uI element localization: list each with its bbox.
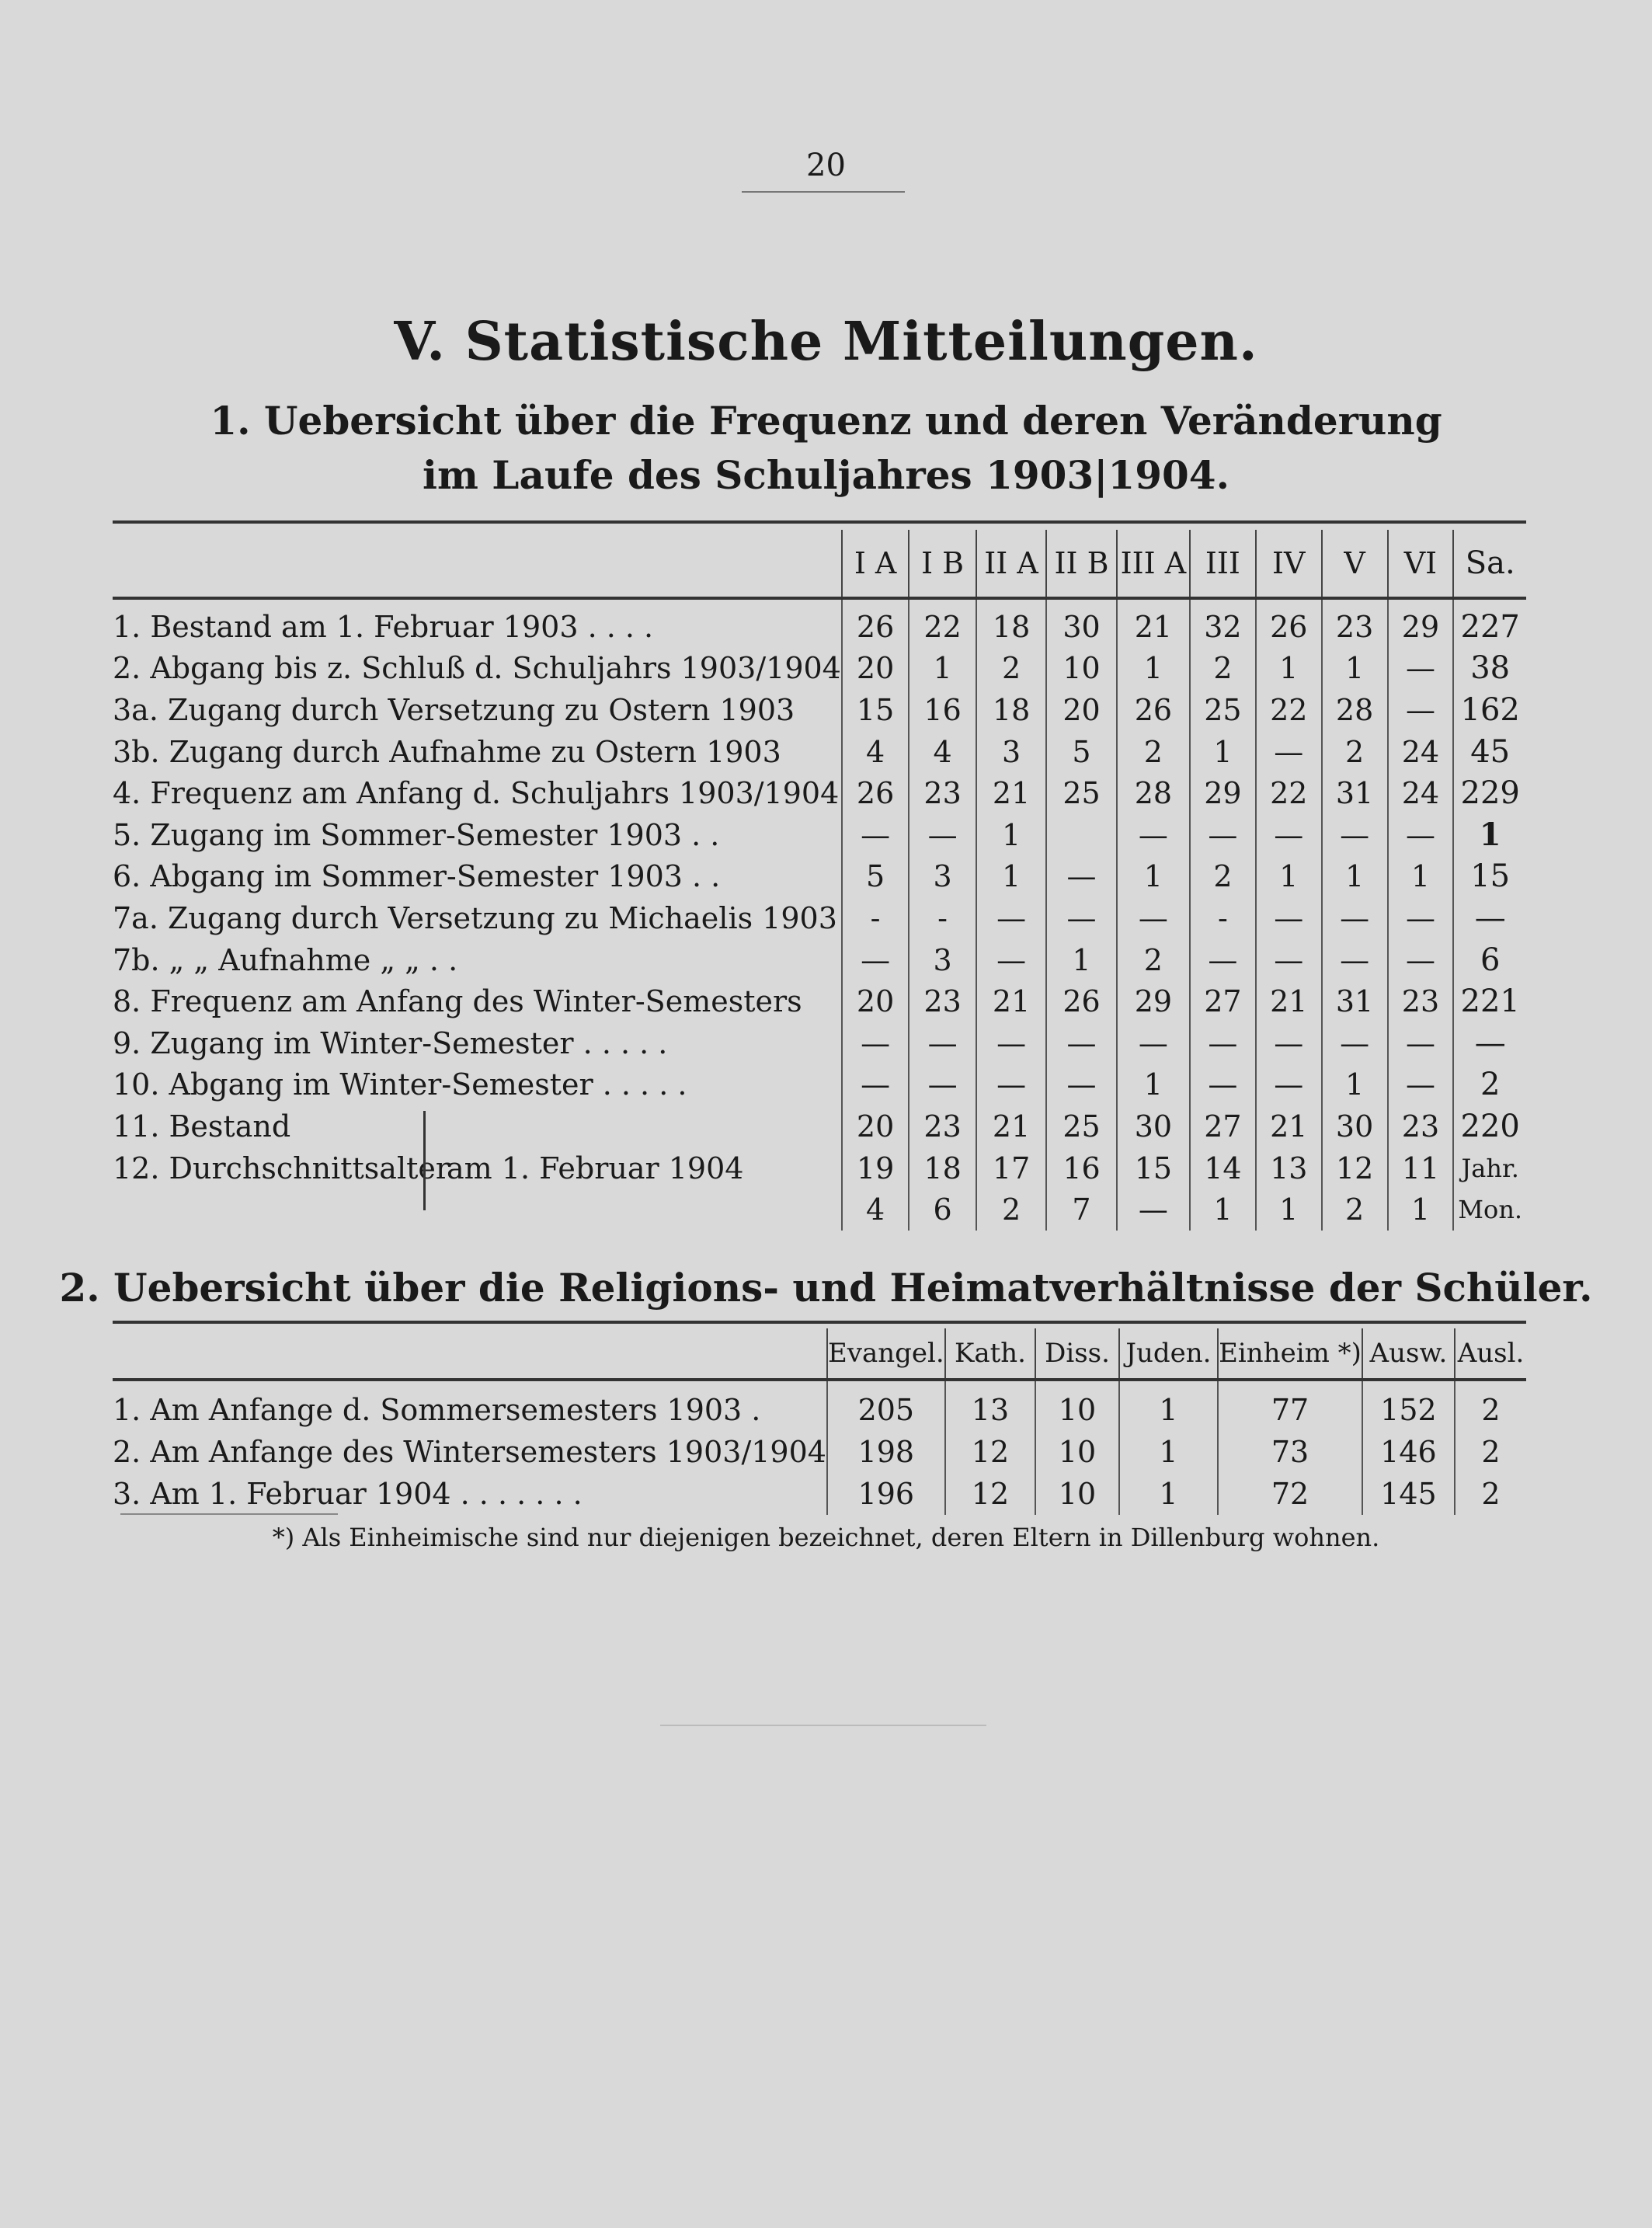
row-label: 6. Abgang im Sommer-Semester 1903 . .	[113, 859, 721, 894]
table-cell: 1	[1119, 1380, 1218, 1431]
table-cell: 10	[1035, 1380, 1119, 1431]
table-row	[113, 1105, 1526, 1147]
table-cell: 2	[1117, 939, 1190, 981]
table-cell: 28	[1322, 689, 1388, 731]
table-cell: —	[1256, 939, 1322, 981]
table-cell: 20	[1046, 689, 1116, 731]
table-cell: 73	[1218, 1431, 1362, 1473]
table-cell: 2	[1322, 1189, 1388, 1231]
row-label: 1. Bestand am 1. Februar 1903 . . . .	[113, 609, 654, 644]
table-cell: —	[1117, 814, 1190, 856]
table-cell: -	[1190, 897, 1256, 939]
row-label: 3b. Zugang durch Aufnahme zu Ostern 1903	[113, 734, 781, 769]
table-row	[113, 1147, 1526, 1189]
table-cell: 1	[1256, 856, 1322, 898]
table-cell: 12	[945, 1431, 1035, 1473]
table-cell: 5	[842, 856, 909, 898]
table-cell: 5	[1046, 731, 1116, 773]
header-cell-total: Sa.	[1453, 530, 1526, 598]
table-cell: 4	[842, 1189, 909, 1231]
table-cell: 6	[1453, 939, 1526, 981]
table-cell: —	[1190, 814, 1256, 856]
table-cell: 1	[976, 856, 1046, 898]
table-cell: 30	[1322, 1105, 1388, 1147]
table-cell: 2	[1455, 1431, 1526, 1473]
table-cell: 7	[1046, 1189, 1116, 1231]
table-cell: —	[1046, 856, 1116, 898]
table-cell: —	[1190, 1064, 1256, 1106]
header-cell: Kath.	[945, 1328, 1035, 1380]
table-cell: —	[1046, 897, 1116, 939]
table-cell: 220	[1453, 1105, 1526, 1147]
table-cell: —	[1190, 1022, 1256, 1064]
table-row	[113, 1380, 1526, 1431]
table-cell: —	[1046, 1064, 1116, 1106]
table-cell: 2	[1455, 1380, 1526, 1431]
table-cell: —	[1256, 1022, 1322, 1064]
table-cell: —	[1117, 1189, 1190, 1231]
table-cell: —	[1322, 814, 1388, 856]
table-row	[113, 856, 1526, 898]
table-cell: —	[1256, 1064, 1322, 1106]
table-row	[113, 598, 1526, 648]
table-cell: 21	[976, 1105, 1046, 1147]
table-header-row	[113, 530, 1526, 598]
table-cell: 14	[1190, 1147, 1256, 1189]
table-cell: 21	[1117, 598, 1190, 648]
table-cell: 23	[909, 1105, 976, 1147]
table-cell: 27	[1190, 980, 1256, 1022]
row-label: 2. Am Anfange des Wintersemesters 1903/1904	[113, 1435, 826, 1469]
table-cell: 23	[909, 772, 976, 814]
table-cell: —	[842, 1022, 909, 1064]
table-cell: 29	[1388, 598, 1454, 648]
header-cell: Einheim *)	[1218, 1328, 1362, 1380]
table-row	[113, 980, 1526, 1022]
table-cell: —	[1322, 939, 1388, 981]
table-cell: 13	[1256, 1147, 1322, 1189]
date-note: am 1. Februar 1904	[447, 1151, 744, 1185]
table-cell: 38	[1453, 648, 1526, 690]
footnote: *) Als Einheimische sind nur diejenigen bezeichnet, deren Eltern in Dillenburg wohnen.	[272, 1523, 1380, 1552]
table-cell: —	[1322, 897, 1388, 939]
table-cell: 1	[1322, 648, 1388, 690]
row-label: 12. Durchschnittsalter	[113, 1151, 450, 1185]
table-cell: 31	[1322, 980, 1388, 1022]
table-cell: 22	[1256, 689, 1322, 731]
table-cell: 21	[1256, 980, 1322, 1022]
table-cell: 6	[909, 1189, 976, 1231]
table-cell: 2	[1190, 648, 1256, 690]
table-cell: —	[1453, 1022, 1526, 1064]
table-cell: 145	[1362, 1473, 1455, 1515]
table-row	[113, 1064, 1526, 1106]
table-cell: —	[976, 1064, 1046, 1106]
table-cell: 23	[909, 980, 976, 1022]
table-cell	[1046, 814, 1116, 856]
table-cell: 21	[976, 980, 1046, 1022]
table-cell: 30	[1117, 1105, 1190, 1147]
table-cell: 21	[1256, 1105, 1322, 1147]
table-cell: —	[1388, 689, 1454, 731]
table-cell: 1	[1046, 939, 1116, 981]
table-row	[113, 772, 1526, 814]
table-cell: —	[842, 939, 909, 981]
table-cell: —	[1388, 814, 1454, 856]
table-cell: 1	[1388, 1189, 1454, 1231]
table-cell: 15	[1117, 1147, 1190, 1189]
table-cell: 2	[976, 648, 1046, 690]
table-cell: 23	[1388, 1105, 1454, 1147]
table-cell: 2	[1453, 1064, 1526, 1106]
table-cell: —	[1453, 897, 1526, 939]
table-cell: —	[976, 1022, 1046, 1064]
table-row	[113, 648, 1526, 690]
page-number-rule	[742, 191, 905, 193]
table-cell: —	[1388, 1022, 1454, 1064]
table-cell: 25	[1046, 772, 1116, 814]
table-cell: Mon.	[1453, 1189, 1526, 1231]
row-label: 11. Bestand	[113, 1109, 291, 1144]
header-label-cell	[113, 1328, 827, 1380]
row-label: 7a. Zugang durch Versetzung zu Michaelis 1903	[113, 900, 837, 935]
table-cell: —	[1256, 897, 1322, 939]
table-cell: 26	[842, 772, 909, 814]
table-row	[113, 814, 1526, 856]
table-cell: 1	[1190, 731, 1256, 773]
table-cell: 18	[909, 1147, 976, 1189]
header-cell: II B	[1046, 530, 1116, 598]
table-cell: 45	[1453, 731, 1526, 773]
header-cell: II A	[976, 530, 1046, 598]
table-cell: 1	[1117, 1064, 1190, 1106]
row-label: 10. Abgang im Winter-Semester . . . . .	[113, 1067, 687, 1102]
table-cell: 3	[976, 731, 1046, 773]
header-cell: Diss.	[1035, 1328, 1119, 1380]
table-cell: 19	[842, 1147, 909, 1189]
header-cell: Juden.	[1119, 1328, 1218, 1380]
table-cell: 1	[1388, 856, 1454, 898]
table-cell: 16	[909, 689, 976, 731]
table-cell: 198	[827, 1431, 945, 1473]
bracket-left	[416, 1111, 426, 1210]
table-cell: 1	[1256, 648, 1322, 690]
table-cell: 1	[1117, 856, 1190, 898]
table-cell: 146	[1362, 1431, 1455, 1473]
table-cell: 23	[1322, 598, 1388, 648]
table-cell: 10	[1035, 1431, 1119, 1473]
row-label: 9. Zugang im Winter-Semester . . . . .	[113, 1025, 668, 1060]
table-cell: 1	[1453, 814, 1526, 856]
row-label: 7b. „ „ Aufnahme „ „ . .	[113, 942, 458, 977]
table-cell: —	[1117, 1022, 1190, 1064]
header-cell: III	[1190, 530, 1256, 598]
table-cell: 11	[1388, 1147, 1454, 1189]
table-row	[113, 1189, 1526, 1231]
table-cell: 3	[909, 856, 976, 898]
table-cell: —	[1117, 897, 1190, 939]
table-row	[113, 1473, 1526, 1515]
table-cell: —	[1388, 648, 1454, 690]
table-cell: 2	[1455, 1473, 1526, 1515]
table-cell: -	[909, 897, 976, 939]
table-cell: 1	[909, 648, 976, 690]
table-row	[113, 1431, 1526, 1473]
table-cell: 20	[842, 1105, 909, 1147]
footnote-rule	[120, 1513, 338, 1515]
table-cell: —	[1388, 1064, 1454, 1106]
table-row	[113, 1022, 1526, 1064]
table-cell: —	[909, 1064, 976, 1106]
header-cell: III A	[1117, 530, 1190, 598]
table-cell: -	[842, 897, 909, 939]
frequency-table	[113, 530, 1526, 1231]
table-cell: 20	[842, 980, 909, 1022]
table-cell: 18	[976, 689, 1046, 731]
table-cell: 10	[1046, 648, 1116, 690]
row-label	[113, 1189, 842, 1231]
table-cell: 30	[1046, 598, 1116, 648]
table-cell: 1	[1119, 1473, 1218, 1515]
table-cell: 196	[827, 1473, 945, 1515]
header-cell: I A	[842, 530, 909, 598]
table-cell: 25	[1190, 689, 1256, 731]
table-cell: 31	[1322, 772, 1388, 814]
table1-top-rule	[113, 520, 1526, 524]
row-label: 4. Frequenz am Anfang d. Schuljahrs 1903/1904	[113, 776, 840, 811]
table-cell: 72	[1218, 1473, 1362, 1515]
table-cell: —	[1256, 814, 1322, 856]
row-label: 3. Am 1. Februar 1904 . . . . . . .	[113, 1477, 583, 1511]
table-cell: 2	[976, 1189, 1046, 1231]
table-cell: —	[909, 814, 976, 856]
table-cell: —	[1388, 939, 1454, 981]
table-cell: 28	[1117, 772, 1190, 814]
table-cell: 2	[1322, 731, 1388, 773]
section2-title: 2. Uebersicht über die Religions- und Heimatverhältnisse der Schüler.	[59, 1265, 1593, 1311]
table-cell: 10	[1035, 1473, 1119, 1515]
row-label: 2. Abgang bis z. Schluß d. Schuljahrs 1903/1904	[113, 651, 841, 686]
section1-title-line1: 1. Uebersicht über die Frequenz und deren Veränderung	[210, 398, 1442, 444]
table-cell: 162	[1453, 689, 1526, 731]
header-cell: IV	[1256, 530, 1322, 598]
table-cell: —	[842, 814, 909, 856]
table-header-row	[113, 1328, 1526, 1380]
table-cell: 32	[1190, 598, 1256, 648]
header-cell: Ausw.	[1362, 1328, 1455, 1380]
header-cell: I B	[909, 530, 976, 598]
row-label: 5. Zugang im Sommer-Semester 1903 . .	[113, 817, 720, 852]
table-row	[113, 689, 1526, 731]
table-cell: 229	[1453, 772, 1526, 814]
page-number: 20	[806, 148, 846, 183]
table-cell: 227	[1453, 598, 1526, 648]
table-cell: 21	[976, 772, 1046, 814]
table-cell: 12	[945, 1473, 1035, 1515]
religion-table	[113, 1328, 1526, 1515]
table-cell: 1	[1119, 1431, 1218, 1473]
table-cell: 29	[1117, 980, 1190, 1022]
table-cell: 152	[1362, 1380, 1455, 1431]
table-cell: 22	[909, 598, 976, 648]
table-cell: 221	[1453, 980, 1526, 1022]
header-cell: V	[1322, 530, 1388, 598]
table-cell: 12	[1322, 1147, 1388, 1189]
table-cell: 4	[842, 731, 909, 773]
table-cell: 16	[1046, 1147, 1116, 1189]
table-cell: 1	[976, 814, 1046, 856]
table-cell: 1	[1322, 1064, 1388, 1106]
table-cell: 24	[1388, 772, 1454, 814]
table-cell: —	[1046, 1022, 1116, 1064]
section1-title-line2: im Laufe des Schuljahres 1903|1904.	[423, 452, 1229, 498]
page-title: V. Statistische Mitteilungen.	[394, 311, 1258, 373]
table-cell: 1	[1256, 1189, 1322, 1231]
table-cell: 13	[945, 1380, 1035, 1431]
table-cell: 205	[827, 1380, 945, 1431]
table2-top-rule	[113, 1321, 1526, 1324]
row-label: 8. Frequenz am Anfang des Winter-Semesters	[113, 984, 802, 1019]
header-cell: VI	[1388, 530, 1454, 598]
table-cell: —	[976, 939, 1046, 981]
table-cell: —	[842, 1064, 909, 1106]
table-cell: 4	[909, 731, 976, 773]
table-cell: 15	[842, 689, 909, 731]
row-label: 3a. Zugang durch Versetzung zu Ostern 1903	[113, 692, 795, 727]
table-cell: 18	[976, 598, 1046, 648]
table-row	[113, 731, 1526, 773]
header-cell: Evangel.	[827, 1328, 945, 1380]
faint-rule	[660, 1725, 986, 1726]
table-cell: —	[976, 897, 1046, 939]
table-cell: Jahr.	[1453, 1147, 1526, 1189]
table-cell: 27	[1190, 1105, 1256, 1147]
table-cell: 1	[1190, 1189, 1256, 1231]
table-cell: 77	[1218, 1380, 1362, 1431]
table-cell: 15	[1453, 856, 1526, 898]
table-cell: 26	[1117, 689, 1190, 731]
header-label-cell	[113, 530, 842, 598]
table-cell: 1	[1117, 648, 1190, 690]
table-cell: 3	[909, 939, 976, 981]
table-cell: 1	[1322, 856, 1388, 898]
header-cell: Ausl.	[1455, 1328, 1526, 1380]
table-cell: 26	[1046, 980, 1116, 1022]
table-cell: —	[1256, 731, 1322, 773]
table-cell: —	[1388, 897, 1454, 939]
table-cell: 29	[1190, 772, 1256, 814]
table-row	[113, 939, 1526, 981]
row-label: 1. Am Anfange d. Sommersemesters 1903 .	[113, 1393, 761, 1427]
table-cell: 2	[1117, 731, 1190, 773]
table-cell: 25	[1046, 1105, 1116, 1147]
table-cell: —	[909, 1022, 976, 1064]
table-cell: 22	[1256, 772, 1322, 814]
table-cell: 2	[1190, 856, 1256, 898]
table-cell: 24	[1388, 731, 1454, 773]
table-cell: 23	[1388, 980, 1454, 1022]
table-cell: 20	[842, 648, 909, 690]
table-cell: —	[1190, 939, 1256, 981]
table-cell: 26	[1256, 598, 1322, 648]
table-cell: —	[1322, 1022, 1388, 1064]
table-row	[113, 897, 1526, 939]
table-cell: 26	[842, 598, 909, 648]
table-cell: 17	[976, 1147, 1046, 1189]
